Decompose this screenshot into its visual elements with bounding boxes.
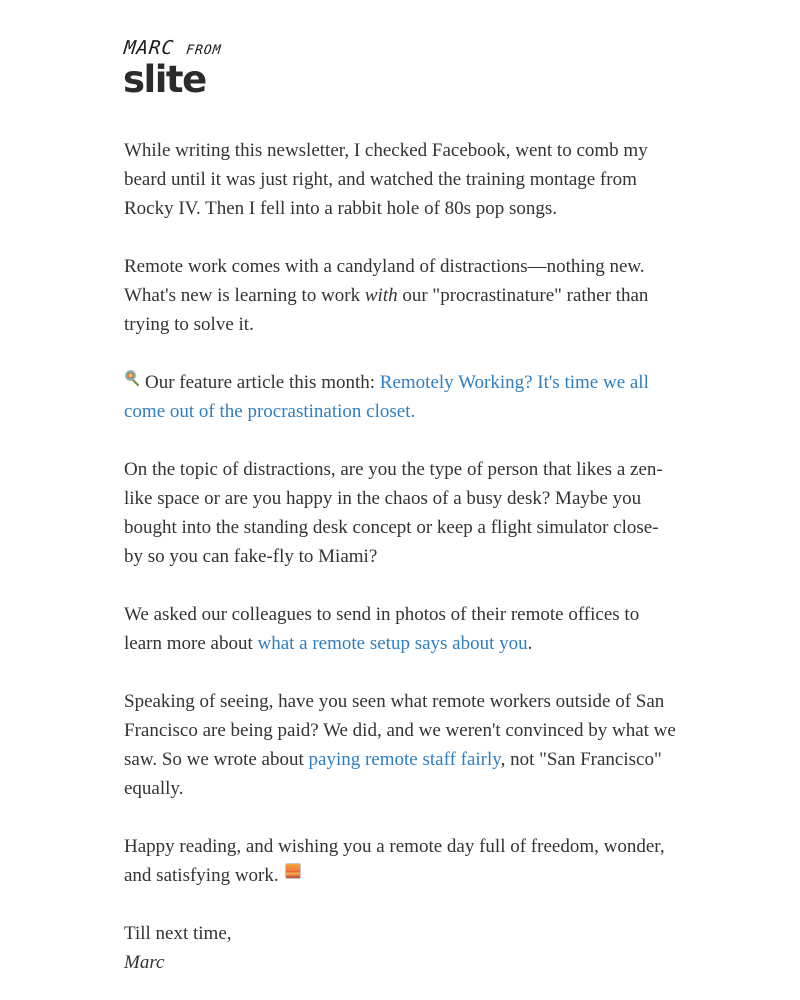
signoff [124, 919, 676, 977]
emphasis-with: with [364, 285, 398, 306]
sunrise-icon [285, 863, 301, 879]
slite-logo[interactable] [124, 36, 254, 100]
remote-setup-link[interactable]: what a remote setup says about you [257, 633, 528, 654]
paragraph-remote-work-end: our "procrastinature" rather than trying to solve it. [124, 285, 649, 335]
feature-article-label: Our feature article this month: [145, 372, 380, 393]
remote-pay-link[interactable]: paying remote staff fairly [308, 749, 501, 770]
feature-article-link[interactable]: Remotely Working? It's time we all come out of the procrastination closet. [124, 372, 649, 422]
logo-handwritten-small: FROM [185, 43, 223, 58]
logo-wordmark: slite [123, 58, 206, 101]
paragraph-remote-setup [124, 600, 676, 658]
newsletter-body [124, 36, 676, 977]
signoff-line: Till next time, [124, 923, 232, 944]
paragraph-intro: While writing this newsletter, I checked Facebook, went to comb my beard until it was just right, and watched the training montage from Rocky IV. Then I fell into a rabbit hole of 80s pop songs. [124, 140, 648, 219]
paragraph-remote-setup-end: . [527, 633, 533, 654]
paragraph-remote-pay [124, 687, 676, 803]
paragraph-remote-work [124, 252, 676, 339]
paragraph-closing [124, 832, 676, 890]
paragraph-feature-article [124, 368, 676, 426]
paragraph-remote-pay-start: Speaking of seeing, have you seen what remote workers outside of San Francisco are being paid? We did, and we weren't convinced by what we saw. So we wrote about [124, 691, 676, 770]
signoff-name: Marc [124, 952, 165, 973]
paragraph-remote-setup-start: We asked our colleagues to send in photos of their remote offices to learn more about [124, 604, 640, 654]
lollipop-icon [124, 370, 140, 386]
paragraph-remote-pay-end: , not "San Francisco" equally. [124, 749, 662, 799]
paragraph-distractions: On the topic of distractions, are you the type of person that likes a zen-like space or are you happy in the chaos of a busy desk? Maybe you bought into the standing desk concept or keep a flight simulator close-by so you can fake-fly to Miami? [124, 459, 663, 567]
logo-handwritten-main: MARC [123, 37, 176, 59]
paragraph-closing-text: Happy reading, and wishing you a remote day full of freedom, wonder, and satisfying work. [124, 836, 665, 886]
paragraph-remote-work-start: Remote work comes with a candyland of distractions—nothing new. What's new is learning to work [124, 256, 645, 306]
